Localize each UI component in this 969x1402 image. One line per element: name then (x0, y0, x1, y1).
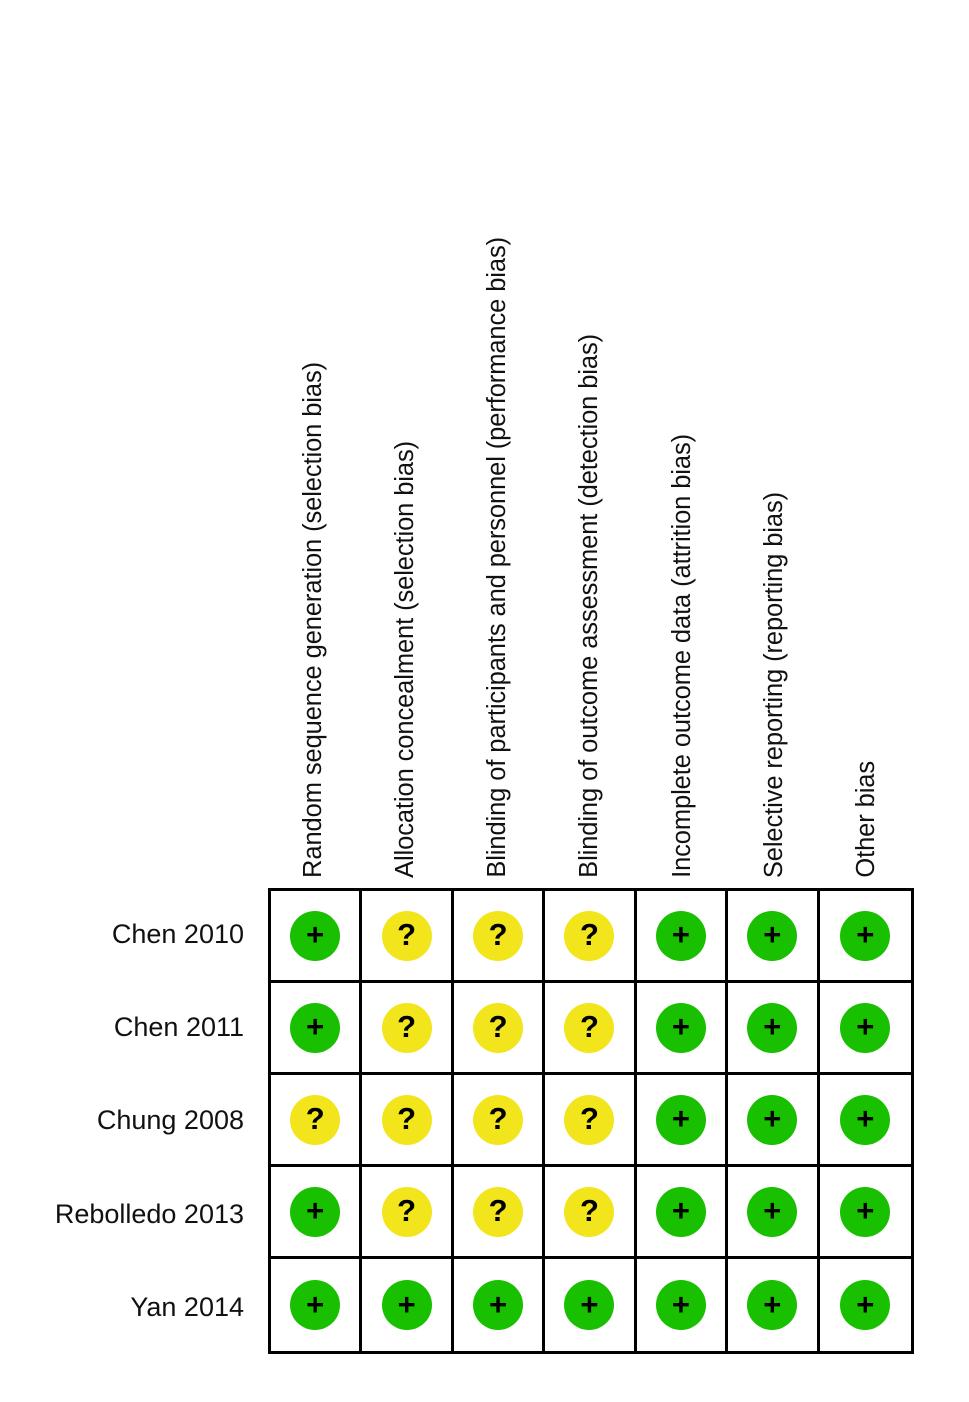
judgement-low-icon (564, 1280, 614, 1330)
bias-cell (728, 891, 819, 983)
judgement-unclear-icon (564, 1095, 614, 1145)
judgement-symbol: + (856, 1009, 875, 1044)
judgement-low-icon (747, 1187, 797, 1237)
bias-cell (362, 1075, 453, 1167)
judgement-symbol: + (671, 1286, 690, 1322)
bias-cell (728, 1259, 819, 1351)
column-header-group (268, 0, 914, 884)
column-header-blinding-participants-personnel (452, 18, 544, 878)
bias-cell (454, 1167, 545, 1259)
bias-cell (454, 891, 545, 983)
judgement-symbol: + (580, 1286, 599, 1322)
bias-cell (545, 1075, 636, 1167)
row-label-study: Yan 2014 (130, 1291, 244, 1322)
judgement-low-icon (656, 911, 706, 961)
bias-cell (637, 1259, 728, 1351)
bias-cell (637, 1167, 728, 1259)
bias-cell (545, 1259, 636, 1351)
judgement-low-icon (840, 911, 890, 961)
judgement-low-icon (840, 1187, 890, 1237)
bias-cell (454, 983, 545, 1075)
judgement-symbol: + (763, 1193, 782, 1228)
bias-cell (271, 891, 362, 983)
column-header-incomplete-outcome-data (637, 18, 729, 878)
column-header-label: Incomplete outcome data (attrition bias) (668, 434, 697, 878)
judgement-low-icon (656, 1095, 706, 1145)
judgement-symbol: ? (580, 1009, 599, 1044)
judgement-unclear-icon (382, 1003, 432, 1053)
bias-cell (362, 1167, 453, 1259)
judgement-symbol: + (671, 1101, 690, 1136)
judgement-unclear-icon (382, 1095, 432, 1145)
judgement-symbol: ? (580, 917, 599, 952)
judgement-unclear-icon (473, 1187, 523, 1237)
judgement-symbol: + (856, 1101, 875, 1136)
column-header-label: Blinding of outcome assessment (detection bias) (575, 334, 604, 878)
judgement-symbol: + (306, 1193, 325, 1228)
judgement-symbol: + (671, 1193, 690, 1228)
column-header-blinding-outcome-assessment (544, 18, 636, 878)
bias-cell (728, 1075, 819, 1167)
judgement-symbol: + (397, 1286, 416, 1322)
judgement-low-icon (656, 1003, 706, 1053)
judgement-symbol: + (763, 1101, 782, 1136)
column-header-label: Other bias (852, 761, 881, 878)
judgement-low-icon (747, 911, 797, 961)
judgement-unclear-icon (564, 1003, 614, 1053)
bias-cell (820, 983, 911, 1075)
bias-cell (820, 891, 911, 983)
judgement-symbol: ? (488, 1193, 508, 1228)
judgement-low-icon (382, 1280, 432, 1330)
bias-cell (545, 891, 636, 983)
risk-of-bias-grid (268, 888, 914, 1354)
bias-cell (820, 1075, 911, 1167)
judgement-unclear-icon (382, 1187, 432, 1237)
judgement-unclear-icon (564, 1187, 614, 1237)
row-label-study: Chung 2008 (96, 1105, 244, 1136)
judgement-symbol: ? (488, 1009, 508, 1044)
bias-cell (271, 1259, 362, 1351)
judgement-low-icon (840, 1003, 890, 1053)
judgement-symbol: + (856, 1286, 875, 1322)
judgement-symbol: + (856, 1193, 875, 1228)
judgement-low-icon (747, 1095, 797, 1145)
judgement-unclear-icon (473, 1095, 523, 1145)
column-header-random-sequence-generation (268, 18, 360, 878)
judgement-symbol: ? (580, 1101, 599, 1136)
judgement-low-icon (840, 1095, 890, 1145)
judgement-low-icon (290, 1187, 340, 1237)
judgement-symbol: ? (580, 1193, 599, 1228)
judgement-symbol: ? (397, 1009, 417, 1044)
judgement-symbol: ? (397, 917, 417, 952)
judgement-symbol: + (306, 917, 325, 952)
judgement-low-icon (656, 1187, 706, 1237)
judgement-unclear-icon (290, 1095, 340, 1145)
judgement-unclear-icon (473, 1003, 523, 1053)
judgement-symbol: + (489, 1286, 508, 1322)
column-header-selective-reporting (729, 18, 821, 878)
judgement-symbol: + (856, 917, 875, 952)
judgement-symbol: + (763, 1286, 782, 1322)
judgement-low-icon (840, 1280, 890, 1330)
bias-cell (820, 1167, 911, 1259)
judgement-symbol: + (671, 917, 690, 952)
judgement-unclear-icon (564, 911, 614, 961)
bias-cell (454, 1075, 545, 1167)
row-label-study: Rebolledo 2013 (54, 1198, 244, 1229)
column-header-label: Random sequence generation (selection bias) (299, 362, 328, 878)
judgement-symbol: ? (397, 1193, 417, 1228)
judgement-symbol: ? (305, 1101, 325, 1136)
judgement-low-icon (747, 1003, 797, 1053)
judgement-unclear-icon (473, 911, 523, 961)
bias-cell (728, 983, 819, 1075)
judgement-low-icon (290, 1280, 340, 1330)
bias-cell (728, 1167, 819, 1259)
judgement-low-icon (473, 1280, 523, 1330)
judgement-symbol: ? (488, 917, 508, 952)
row-label-study: Chen 2010 (111, 919, 244, 950)
bias-cell (820, 1259, 911, 1351)
bias-cell (362, 983, 453, 1075)
bias-cell (637, 983, 728, 1075)
judgement-low-icon (747, 1280, 797, 1330)
judgement-symbol: ? (488, 1101, 508, 1136)
judgement-low-icon (290, 911, 340, 961)
judgement-low-icon (656, 1280, 706, 1330)
column-header-label: Selective reporting (reporting bias) (760, 491, 789, 878)
bias-cell (271, 1167, 362, 1259)
bias-cell (271, 1075, 362, 1167)
column-header-other-bias (821, 18, 913, 878)
judgement-symbol: ? (397, 1101, 417, 1136)
bias-cell (362, 1259, 453, 1351)
judgement-symbol: + (306, 1286, 325, 1322)
column-header-label: Blinding of participants and personnel (performance bias) (483, 237, 512, 878)
bias-cell (545, 1167, 636, 1259)
bias-cell (637, 891, 728, 983)
row-label-group (0, 888, 256, 1354)
bias-cell (545, 983, 636, 1075)
bias-cell (362, 891, 453, 983)
judgement-low-icon (290, 1003, 340, 1053)
judgement-symbol: + (763, 917, 782, 952)
column-header-allocation-concealment (360, 18, 452, 878)
bias-cell (454, 1259, 545, 1351)
judgement-symbol: + (306, 1009, 325, 1044)
judgement-symbol: + (671, 1009, 690, 1044)
column-header-label: Allocation concealment (selection bias) (391, 441, 420, 878)
judgement-symbol: + (763, 1009, 782, 1044)
row-label-study: Chen 2011 (113, 1012, 244, 1043)
judgement-unclear-icon (382, 911, 432, 961)
bias-cell (637, 1075, 728, 1167)
bias-cell (271, 983, 362, 1075)
